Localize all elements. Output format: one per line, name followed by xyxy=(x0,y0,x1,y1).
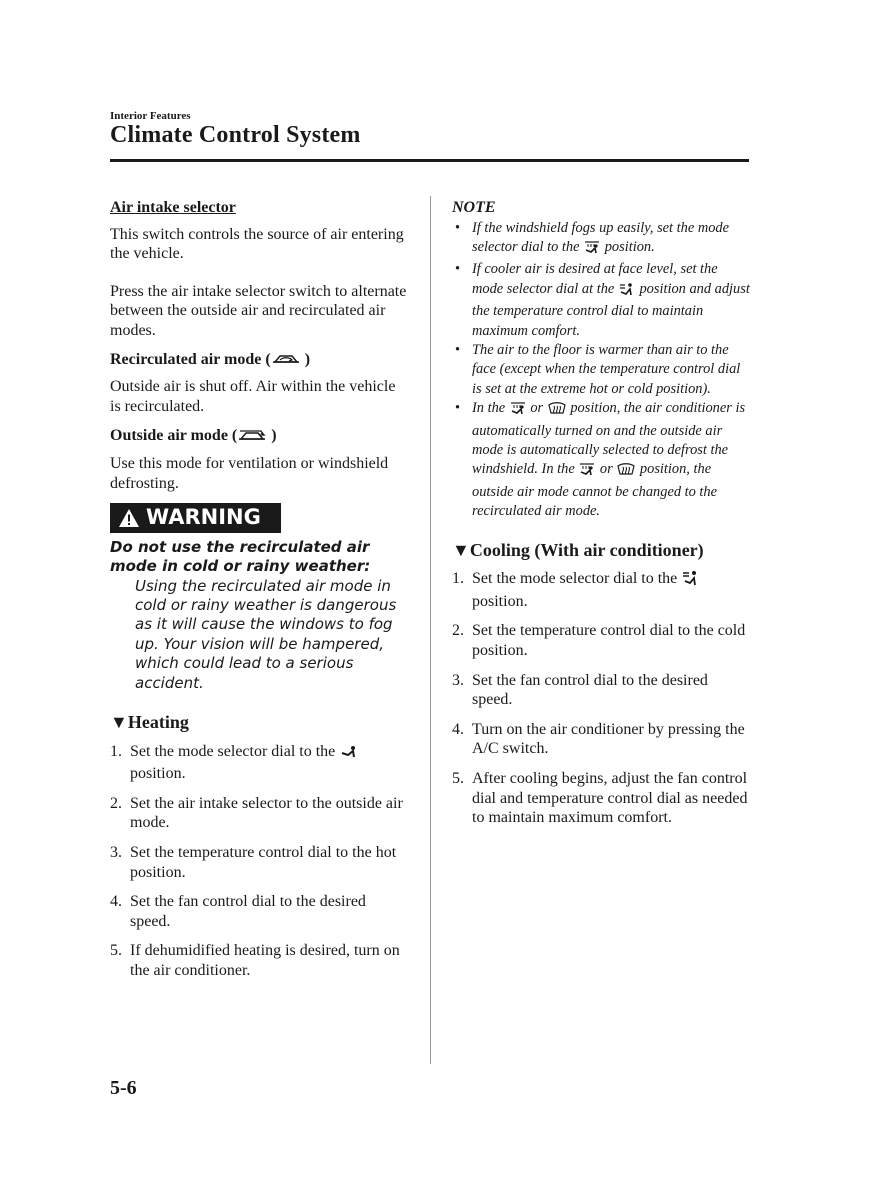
list-item xyxy=(110,941,410,980)
step-text: Set the air intake selector to the outside air mode. xyxy=(130,794,403,832)
recirc-head-pre: Recirculated air mode ( xyxy=(110,350,271,368)
outside-mode-body: Use this mode for ventilation or windshield defrosting. xyxy=(110,454,389,492)
section-label: Interior Features xyxy=(110,110,191,122)
step-number: 4. xyxy=(110,893,122,911)
warning-label: WARNING xyxy=(146,505,261,530)
floor-windshield-mode-icon xyxy=(509,401,527,421)
list-item xyxy=(452,720,752,759)
list-item xyxy=(110,843,410,882)
step-text: Set the temperature control dial to the hot position. xyxy=(130,843,397,881)
left-column xyxy=(110,198,410,981)
warning-text xyxy=(110,538,410,693)
note-item xyxy=(452,260,752,341)
note-text-post: position. xyxy=(601,239,655,255)
title-rule xyxy=(110,159,749,162)
note-text-c: position, the air conditioner is automatically turned on and the outside air mode is automatically selected to defrost the windshield. In the xyxy=(472,400,746,478)
note-item xyxy=(452,219,752,261)
outside-mode-heading xyxy=(110,426,410,449)
step-text: Set the fan control dial to the desired speed. xyxy=(130,893,366,930)
step-text: Turn on the air conditioner by pressing the A/C switch. xyxy=(472,720,745,758)
step-number: 5. xyxy=(452,770,464,788)
note-text-b: or xyxy=(526,400,547,417)
heading-marker: ▼ xyxy=(110,711,128,732)
step-number: 1. xyxy=(452,570,464,588)
step-number: 3. xyxy=(452,671,464,689)
recirc-mode-heading xyxy=(110,350,410,373)
step-text: Set the mode selector dial to the xyxy=(472,570,682,588)
air-intake-p1: This switch controls the source of air entering the vehicle. xyxy=(110,225,404,263)
step-number: 5. xyxy=(110,942,122,960)
step-number: 2. xyxy=(110,794,122,812)
list-item xyxy=(452,569,752,611)
page-number: 5-6 xyxy=(110,1077,137,1099)
step-text: After cooling begins, adjust the fan control dial and temperature control dial as needed to maintain maximum comfort. xyxy=(472,770,748,827)
page-title: Climate Control System xyxy=(110,122,361,148)
list-item xyxy=(110,742,410,784)
floor-windshield-mode-icon xyxy=(578,462,596,482)
air-intake-p2: Press the air intake selector switch to alternate between the outside air and recirculated air modes. xyxy=(110,282,407,339)
warning-lead: Do not use the recirculated air mode in cold or rainy weather: xyxy=(110,537,371,576)
step-text-post: position. xyxy=(130,765,186,783)
list-item xyxy=(110,794,410,833)
step-number: 4. xyxy=(452,720,464,738)
right-column xyxy=(452,198,752,828)
step-text: Set the temperature control dial to the cold position. xyxy=(472,622,746,660)
step-number: 1. xyxy=(110,742,122,760)
cooling-steps xyxy=(452,569,752,828)
note-item xyxy=(452,341,752,399)
step-text-post: position. xyxy=(472,592,528,610)
floor-mode-icon xyxy=(339,745,359,765)
step-text: If dehumidified heating is desired, turn on the air conditioner. xyxy=(130,942,400,979)
note-text: The air to the floor is warmer than air to the face (except when the temperature control dial is set at the extreme hot or cold position). xyxy=(472,342,741,397)
note-text: If cooler air is desired at face level, set the mode selector dial at the xyxy=(472,261,718,297)
air-intake-heading: Air intake selector xyxy=(110,199,236,216)
step-number: 3. xyxy=(110,843,122,861)
floor-windshield-mode-icon xyxy=(583,240,601,260)
step-text: Set the mode selector dial to the xyxy=(130,742,340,760)
outside-air-icon xyxy=(237,427,267,449)
note-list xyxy=(452,219,752,522)
note-heading: NOTE xyxy=(452,199,496,216)
outside-head-post: ) xyxy=(267,427,277,445)
bullet: • xyxy=(455,219,461,236)
list-item xyxy=(452,621,752,660)
warning-body: Using the recirculated air mode in cold or rainy weather is dangerous as it will cause the windows to fog up. Your vision will be hampered, which could lead to a serious accident. xyxy=(135,576,397,692)
note-text-e: position, the outside air mode cannot be changed to the recirculated air mode. xyxy=(472,461,717,520)
note-text-a: In the xyxy=(472,400,509,417)
recirc-head-post: ) xyxy=(300,350,311,368)
outside-head-pre: Outside air mode ( xyxy=(110,427,238,445)
note-text: If the windshield fogs up easily, set the mode selector dial to the xyxy=(472,219,730,255)
heating-steps xyxy=(110,742,410,981)
recirc-mode-body: Outside air is shut off. Air within the vehicle is recirculated. xyxy=(110,378,396,415)
windshield-defrost-icon xyxy=(616,462,636,482)
bullet: • xyxy=(455,342,461,359)
cooling-heading xyxy=(452,541,752,561)
note-text-d: or xyxy=(596,461,617,478)
note-text-post: position and adjust the temperature control dial to maintain maximum comfort. xyxy=(472,280,750,339)
heading-marker: ▼ xyxy=(452,539,470,560)
heating-heading xyxy=(110,713,410,733)
column-divider xyxy=(430,196,431,1064)
list-item xyxy=(452,769,752,828)
list-item xyxy=(110,892,410,931)
cooling-title: Cooling (With air conditioner) xyxy=(469,539,704,560)
recirculate-air-icon xyxy=(271,351,301,373)
bullet: • xyxy=(455,400,461,417)
warning-triangle-icon xyxy=(118,508,140,528)
list-item xyxy=(452,671,752,710)
face-mode-icon xyxy=(681,570,699,592)
bullet: • xyxy=(455,261,461,278)
step-text: Set the fan control dial to the desired speed. xyxy=(472,671,708,709)
note-item xyxy=(452,399,752,521)
face-floor-mode-icon xyxy=(618,282,636,302)
windshield-defrost-icon xyxy=(547,401,567,421)
warning-badge xyxy=(110,503,281,533)
heating-title: Heating xyxy=(127,711,189,732)
step-number: 2. xyxy=(452,622,464,640)
